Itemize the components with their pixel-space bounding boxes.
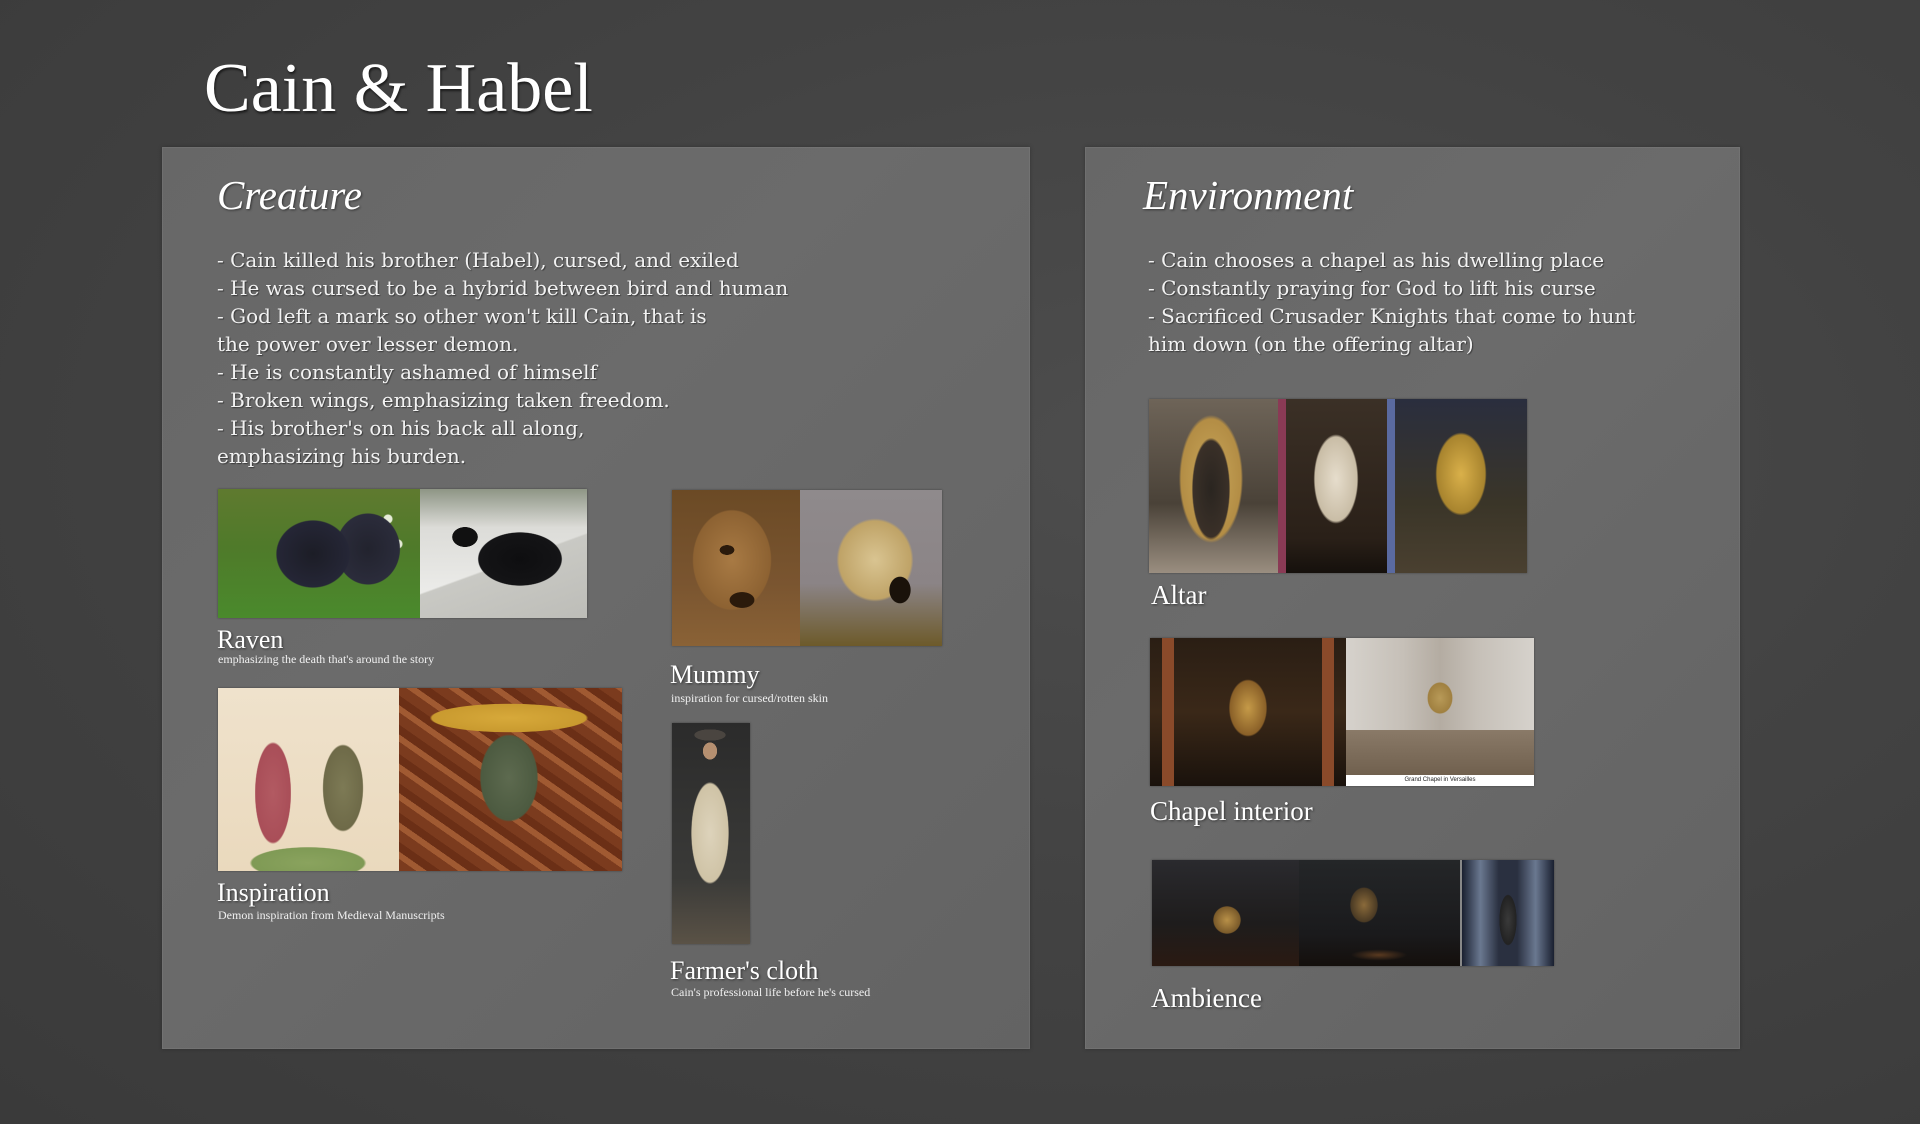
raven-screeching-image xyxy=(218,489,420,618)
farmer-caption-title: Farmer's cloth xyxy=(670,956,819,985)
mummy-caption-title: Mummy xyxy=(670,660,760,689)
dim-baroque-altar-image xyxy=(1299,860,1460,966)
pope-and-demon-image xyxy=(218,688,399,871)
golden-retablo-image xyxy=(1395,399,1527,573)
creature-bullet: - He was cursed to be a hybrid between bird and human xyxy=(217,276,789,300)
farmer-image-strip xyxy=(672,723,750,944)
raven-perched-image xyxy=(420,489,587,618)
mummy-caption-subtitle: inspiration for cursed/rotten skin xyxy=(671,691,828,705)
hell-mosaic-image xyxy=(399,688,622,871)
environment-bullet: - Cain chooses a chapel as his dwelling place xyxy=(1148,248,1605,272)
gothic-nave-image xyxy=(1460,860,1554,966)
creature-heading: Creature xyxy=(217,172,363,218)
creature-bullet-list xyxy=(217,246,788,470)
ambience-caption-title: Ambience xyxy=(1151,983,1262,1013)
creature-bullet: the power over lesser demon. xyxy=(217,332,519,356)
creature-bullet: - His brother's on his back all along, xyxy=(217,416,585,440)
versailles-photo-caption: Grand Chapel in Versailles xyxy=(1346,775,1534,786)
chapel-caption-title: Chapel interior xyxy=(1150,796,1313,826)
ambience-image-strip xyxy=(1152,860,1554,966)
creature-bullet: - God left a mark so other won't kill Cain, that is xyxy=(217,304,707,328)
environment-bullet: him down (on the offering altar) xyxy=(1148,332,1474,356)
chapel-image-strip xyxy=(1150,638,1534,786)
raven-caption-subtitle: emphasizing the death that's around the story xyxy=(218,652,435,666)
mummy-screaming-image xyxy=(800,490,942,646)
environment-bullet: - Constantly praying for God to lift his curse xyxy=(1148,276,1596,300)
creature-bullet: emphasizing his burden. xyxy=(217,444,467,468)
environment-bullet: - Sacrificed Crusader Knights that come to hunt xyxy=(1148,304,1636,328)
mummy-face-image xyxy=(672,490,800,646)
gothic-altar-image xyxy=(1149,399,1278,573)
inspiration-caption-subtitle: Demon inspiration from Medieval Manuscripts xyxy=(218,908,445,922)
mummy-image-strip xyxy=(672,490,942,646)
versailles-chapel-image xyxy=(1346,638,1534,786)
altar-caption-title: Altar xyxy=(1151,580,1207,610)
raven-image-strip xyxy=(218,489,587,618)
marble-altar-image xyxy=(1278,399,1395,573)
inspiration-caption-title: Inspiration xyxy=(217,878,330,907)
farmer-figure-image xyxy=(672,723,750,944)
raven-caption-title: Raven xyxy=(217,625,284,654)
dark-gothic-interior-image xyxy=(1152,860,1299,966)
creature-bullet: - Cain killed his brother (Habel), cursed, and exiled xyxy=(217,248,739,272)
altar-image-strip xyxy=(1149,399,1527,573)
baroque-chapel-image xyxy=(1150,638,1346,786)
environment-heading: Environment xyxy=(1143,172,1354,218)
page-title: Cain & Habel xyxy=(204,50,593,127)
creature-bullet: - He is constantly ashamed of himself xyxy=(217,360,597,384)
creature-bullet: - Broken wings, emphasizing taken freedom. xyxy=(217,388,670,412)
environment-bullet-list xyxy=(1148,246,1635,358)
farmer-caption-subtitle: Cain's professional life before he's cursed xyxy=(671,985,871,999)
inspiration-image-strip xyxy=(218,688,622,871)
